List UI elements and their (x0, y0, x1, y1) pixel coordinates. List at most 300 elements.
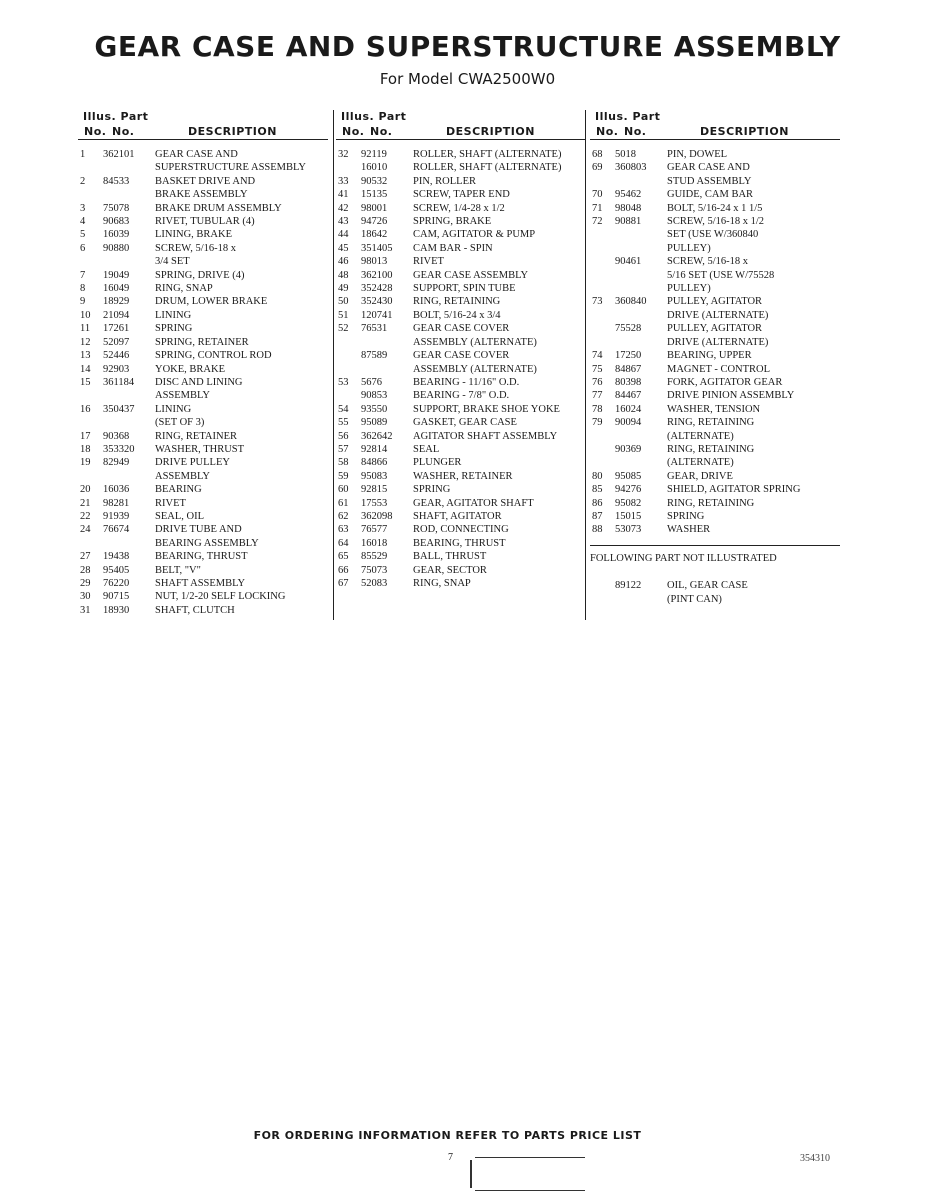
table-row (78, 430, 328, 443)
illus-number: 70 (592, 189, 603, 201)
table-row (78, 228, 328, 241)
part-description: YOKE, BRAKE (155, 363, 225, 375)
part-description: RING, SNAP (155, 283, 213, 295)
part-description: (ALTERNATE) (667, 430, 734, 442)
illus-label: Illus. (341, 110, 375, 123)
parts-column-2 (333, 110, 586, 620)
part-number: 95089 (361, 417, 388, 429)
illus-number: 43 (338, 216, 349, 228)
part-number: 84467 (615, 390, 642, 402)
part-description: DRIVE TUBE AND (155, 524, 242, 536)
part-description: GEAR, DRIVE (667, 470, 733, 482)
table-row (78, 550, 328, 563)
part-description: DISC AND LINING (155, 376, 243, 388)
part-description: SPRING, DRIVE (4) (155, 269, 245, 281)
no-label: No. (112, 125, 135, 138)
illus-number: 22 (80, 510, 91, 522)
part-number: 75073 (361, 564, 388, 576)
part-number: 16024 (615, 403, 642, 415)
scan-mark (470, 1160, 472, 1188)
part-description: SHAFT ASSEMBLY (155, 578, 246, 589)
part-description: GUIDE, CAM BAR (667, 189, 754, 201)
no-label: No. (596, 125, 619, 138)
part-description: SUPPORT, SPIN TUBE (413, 283, 516, 295)
illus-number: 46 (338, 256, 349, 268)
part-number: 19438 (103, 551, 130, 563)
part-description: DRIVE PINION ASSEMBLY (667, 390, 795, 402)
part-description: DRUM, LOWER BRAKE (155, 296, 268, 308)
part-number: 352428 (361, 283, 393, 295)
part-description: FORK, AGITATOR GEAR (667, 376, 783, 388)
part-description: WASHER, TENSION (667, 403, 761, 415)
illus-number: 44 (338, 229, 349, 241)
description-label: DESCRIPTION (446, 125, 535, 138)
part-number: 95085 (615, 470, 642, 482)
part-number: 93550 (361, 403, 388, 415)
part-description: WASHER (667, 524, 711, 536)
table-row (78, 443, 328, 456)
part-description: SPRING (667, 510, 705, 522)
table-row (78, 403, 328, 430)
ordering-info-footer: FOR ORDERING INFORMATION REFER TO PARTS PRICE LIST (253, 1129, 642, 1142)
illus-number: 30 (80, 591, 91, 603)
part-description: CAM BAR - SPIN (413, 242, 493, 254)
part-description: BEARING, THRUST (155, 551, 248, 563)
illus-number: 73 (592, 296, 603, 308)
part-description: DRIVE PULLEY (155, 457, 230, 469)
table-row (336, 322, 586, 349)
part-description: SPRING (155, 323, 193, 335)
part-description: PULLEY, AGITATOR (667, 323, 763, 335)
table-row (78, 523, 328, 550)
table-row (590, 523, 840, 536)
table-row (336, 242, 586, 255)
part-description: BEARING, UPPER (667, 350, 752, 362)
part-description: SPRING, CONTROL ROD (155, 350, 272, 362)
part-description: OIL, GEAR CASE (667, 580, 748, 592)
table-row (590, 161, 840, 188)
part-number: 17553 (361, 497, 388, 509)
parts-list (336, 148, 586, 590)
part-number: 95462 (615, 189, 642, 201)
illus-number: 74 (592, 350, 603, 362)
illus-number: 52 (338, 323, 349, 335)
illus-number: 2 (80, 175, 86, 187)
illus-number: 64 (338, 537, 349, 549)
part-number: 84867 (615, 363, 642, 375)
illus-number: 48 (338, 269, 349, 281)
illus-number: 71 (592, 202, 603, 214)
part-number: 52083 (361, 578, 388, 589)
table-row (336, 349, 586, 376)
column-header (590, 124, 840, 140)
part-description: BASKET DRIVE AND (155, 175, 256, 187)
part-number: 350437 (103, 403, 135, 415)
table-row (78, 309, 328, 322)
part-number: 98048 (615, 202, 642, 214)
illus-number: 7 (80, 269, 86, 281)
table-row (336, 510, 586, 523)
table-row (78, 483, 328, 496)
part-description: SCREW, 5/16-18 x 1/2 (667, 216, 765, 228)
parts-column-1 (78, 110, 328, 617)
column-header-top (590, 110, 840, 124)
part-number: 15015 (615, 510, 642, 522)
part-number: 98001 (361, 202, 388, 214)
part-description: RING, RETAINING (667, 497, 755, 509)
part-description: BELT, "V" (155, 564, 201, 576)
part-description: CAM, AGITATOR & PUMP (413, 229, 536, 241)
part-label: Part (632, 110, 661, 123)
illus-number: 9 (80, 296, 86, 308)
part-number: 80398 (615, 376, 642, 388)
part-description: (ALTERNATE) (667, 457, 734, 469)
illus-number: 80 (592, 470, 603, 482)
part-number: 75528 (615, 323, 642, 335)
table-row (78, 215, 328, 228)
part-description: ROLLER, SHAFT (ALTERNATE) (413, 162, 562, 174)
illus-number: 8 (80, 283, 86, 295)
page-number: 7 (448, 1152, 453, 1163)
part-description: ROLLER, SHAFT (ALTERNATE) (413, 149, 562, 160)
part-number: 53073 (615, 524, 642, 536)
illus-number: 75 (592, 363, 603, 375)
table-row (336, 550, 586, 563)
no-label: No. (342, 125, 365, 138)
table-row (590, 510, 840, 523)
table-row (590, 443, 840, 470)
part-description: RIVET (155, 497, 186, 509)
illus-number: 67 (338, 578, 349, 589)
part-number: 98013 (361, 256, 388, 268)
part-description: SUPPORT, BRAKE SHOE YOKE (413, 403, 560, 415)
part-number: 90461 (615, 256, 642, 268)
illus-number: 78 (592, 403, 603, 415)
illus-number: 20 (80, 484, 91, 496)
illus-number: 56 (338, 430, 349, 442)
table-row (78, 148, 328, 175)
illus-number: 49 (338, 283, 349, 295)
part-number: 16010 (361, 162, 388, 174)
part-description: BEARING ASSEMBLY (155, 537, 259, 549)
part-description: SEAL (413, 443, 440, 455)
table-row (590, 579, 840, 606)
table-row (78, 175, 328, 202)
column-header-top (78, 110, 328, 124)
part-description: RIVET (413, 256, 444, 268)
part-description: BRAKE ASSEMBLY (155, 189, 248, 201)
illus-number: 3 (80, 202, 86, 214)
table-row (78, 510, 328, 523)
part-description: SCREW, 1/4-28 x 1/2 (413, 202, 505, 214)
part-number: 90369 (615, 443, 642, 455)
illus-number: 24 (80, 524, 91, 536)
page-title: GEAR CASE AND SUPERSTRUCTURE ASSEMBLY (94, 30, 841, 63)
table-row (590, 376, 840, 389)
part-description: SCREW, TAPER END (413, 189, 510, 201)
table-row (78, 497, 328, 510)
part-number: 18930 (103, 604, 130, 616)
table-row (336, 148, 586, 161)
part-description: GEAR CASE AND (667, 162, 750, 174)
illus-number: 28 (80, 564, 91, 576)
part-description: GEAR CASE COVER (413, 323, 510, 335)
part-number: 84533 (103, 175, 130, 187)
illus-number: 41 (338, 189, 349, 201)
table-row (336, 215, 586, 228)
part-number: 90532 (361, 175, 388, 187)
part-description: BEARING, THRUST (413, 537, 506, 549)
part-description: GEAR, AGITATOR SHAFT (413, 497, 534, 509)
illus-number: 79 (592, 417, 603, 429)
part-number: 89122 (615, 580, 642, 592)
table-row (336, 282, 586, 295)
table-row (336, 483, 586, 496)
illus-number: 4 (80, 216, 86, 228)
part-number: 5676 (361, 376, 382, 388)
part-description: SPRING (413, 484, 451, 496)
part-description: ASSEMBLY (ALTERNATE) (413, 363, 537, 375)
part-description: SHIELD, AGITATOR SPRING (667, 484, 801, 496)
part-number: 76220 (103, 578, 130, 589)
part-description: SPRING, RETAINER (155, 336, 249, 348)
illus-number: 86 (592, 497, 603, 509)
table-row (590, 255, 840, 295)
part-description: LINING, BRAKE (155, 229, 232, 241)
table-row (590, 148, 840, 161)
part-number: 362098 (361, 510, 393, 522)
table-row (336, 255, 586, 268)
part-description: SPRING, BRAKE (413, 216, 492, 228)
model-subtitle: For Model CWA2500W0 (379, 70, 556, 88)
part-description: SHAFT, CLUTCH (155, 604, 235, 616)
part-number: 92814 (361, 443, 388, 455)
table-row (336, 202, 586, 215)
parts-list (78, 148, 328, 617)
part-description: PIN, ROLLER (413, 175, 476, 187)
part-description: ASSEMBLY (ALTERNATE) (413, 336, 537, 348)
table-row (78, 322, 328, 335)
part-description: GEAR CASE AND (155, 149, 238, 160)
part-number: 94276 (615, 484, 642, 496)
part-number: 52446 (103, 350, 130, 362)
part-number: 98281 (103, 497, 130, 509)
description-label: DESCRIPTION (700, 125, 789, 138)
part-description: ROD, CONNECTING (413, 524, 509, 536)
illus-label: Illus. (83, 110, 117, 123)
parts-column-3 (585, 110, 840, 620)
column-header (336, 124, 586, 140)
illus-number: 76 (592, 376, 603, 388)
table-row (590, 416, 840, 443)
part-description: PULLEY) (667, 283, 711, 295)
part-description: 5/16 SET (USE W/75528 (667, 269, 775, 281)
part-description: RING, RETAINER (155, 430, 237, 442)
part-number: 84866 (361, 457, 388, 469)
illus-number: 72 (592, 216, 603, 228)
part-description: RING, SNAP (413, 578, 471, 589)
part-description: (PINT CAN) (667, 593, 722, 605)
part-description: GEAR, SECTOR (413, 564, 487, 576)
table-row (590, 188, 840, 201)
part-number: 90368 (103, 430, 130, 442)
table-row (336, 309, 586, 322)
part-number: 16036 (103, 484, 130, 496)
table-row (78, 349, 328, 362)
illus-number: 63 (338, 524, 349, 536)
illus-number: 77 (592, 390, 603, 402)
illus-number: 31 (80, 604, 91, 616)
part-number: 87589 (361, 350, 388, 362)
part-description: BEARING - 7/8" O.D. (413, 390, 510, 402)
table-row (336, 161, 586, 174)
illus-number: 5 (80, 229, 86, 241)
part-number: 16049 (103, 283, 130, 295)
table-row (78, 242, 328, 269)
no-label: No. (624, 125, 647, 138)
part-description: GASKET, GEAR CASE (413, 417, 517, 429)
table-row (590, 363, 840, 376)
illus-number: 60 (338, 484, 349, 496)
part-description: DRIVE (ALTERNATE) (667, 336, 769, 348)
part-number: 95083 (361, 470, 388, 482)
part-description: LINING (155, 403, 192, 415)
illus-label: Illus. (595, 110, 629, 123)
table-row (78, 604, 328, 617)
illus-number: 45 (338, 242, 349, 254)
part-description: DRIVE (ALTERNATE) (667, 309, 769, 321)
table-row (590, 215, 840, 255)
table-row (336, 416, 586, 429)
table-row (336, 577, 586, 590)
part-number: 360840 (615, 296, 647, 308)
table-row (336, 295, 586, 308)
illus-number: 12 (80, 336, 91, 348)
part-description: BEARING (155, 484, 202, 496)
illus-number: 58 (338, 457, 349, 469)
illus-number: 17 (80, 430, 91, 442)
table-row (590, 202, 840, 215)
illus-number: 11 (80, 323, 91, 335)
part-description: MAGNET - CONTROL (667, 363, 771, 375)
part-description: PULLEY) (667, 242, 711, 254)
part-number: 352430 (361, 296, 393, 308)
part-number: 90683 (103, 216, 130, 228)
table-row (590, 389, 840, 402)
illus-number: 18 (80, 443, 91, 455)
illus-number: 55 (338, 417, 349, 429)
table-row (78, 282, 328, 295)
part-description: SCREW, 5/16-18 x (155, 242, 236, 254)
part-description: SHAFT, AGITATOR (413, 510, 502, 522)
part-number: 91939 (103, 510, 130, 522)
table-row (336, 497, 586, 510)
illus-number: 15 (80, 376, 91, 388)
illus-number: 29 (80, 578, 91, 589)
part-number: 361184 (103, 376, 135, 388)
illus-number: 21 (80, 497, 91, 509)
part-number: 17250 (615, 350, 642, 362)
part-number: 18929 (103, 296, 130, 308)
table-row (336, 269, 586, 282)
description-label: DESCRIPTION (188, 125, 277, 138)
part-number: 94726 (361, 216, 388, 228)
part-number: 353320 (103, 443, 135, 455)
part-number: 90881 (615, 216, 642, 228)
table-row (78, 376, 328, 403)
part-number: 21094 (103, 309, 130, 321)
table-row (78, 202, 328, 215)
illus-number: 51 (338, 309, 349, 321)
illus-number: 1 (80, 149, 86, 160)
part-description: ASSEMBLY (155, 390, 210, 402)
table-row (78, 295, 328, 308)
part-description: (SET OF 3) (155, 417, 205, 429)
illus-number: 54 (338, 403, 349, 415)
part-description: WASHER, RETAINER (413, 470, 513, 482)
part-number: 82949 (103, 457, 130, 469)
part-description: SEAL, OIL (155, 510, 204, 522)
part-label: Part (378, 110, 407, 123)
part-number: 19049 (103, 269, 130, 281)
part-number: 351405 (361, 242, 393, 254)
table-row (336, 430, 586, 443)
part-number: 15135 (361, 189, 388, 201)
part-description: BRAKE DRUM ASSEMBLY (155, 202, 282, 214)
part-number: 120741 (361, 309, 393, 321)
part-number: 90880 (103, 242, 130, 254)
part-number: 362101 (103, 149, 135, 160)
table-row (336, 443, 586, 456)
part-description: NUT, 1/2-20 SELF LOCKING (155, 591, 286, 603)
part-number: 17261 (103, 323, 130, 335)
illus-number: 33 (338, 175, 349, 187)
table-row (78, 269, 328, 282)
part-number: 95405 (103, 564, 130, 576)
table-row (336, 175, 586, 188)
part-number: 16039 (103, 229, 130, 241)
part-number: 75078 (103, 202, 130, 214)
part-number: 16018 (361, 537, 388, 549)
illus-number: 16 (80, 403, 91, 415)
part-number: 95082 (615, 497, 642, 509)
table-row (78, 564, 328, 577)
part-description: BOLT, 5/16-24 x 1 1/5 (667, 202, 763, 214)
table-row (336, 564, 586, 577)
illus-number: 69 (592, 162, 603, 174)
column-header (78, 124, 328, 140)
table-row (336, 523, 586, 536)
part-number: 76674 (103, 524, 130, 536)
table-row (78, 336, 328, 349)
illus-number: 32 (338, 149, 349, 160)
part-description: ASSEMBLY (155, 470, 210, 482)
part-description: WASHER, THRUST (155, 443, 245, 455)
part-number: 90853 (361, 390, 388, 402)
table-row (590, 295, 840, 322)
part-number: 90094 (615, 417, 642, 429)
table-row (590, 349, 840, 362)
table-row (336, 456, 586, 469)
illus-number: 65 (338, 551, 349, 563)
part-number: 92815 (361, 484, 388, 496)
illus-number: 61 (338, 497, 349, 509)
part-number: 5018 (615, 149, 636, 160)
table-row (336, 188, 586, 201)
not-illustrated-note: FOLLOWING PART NOT ILLUSTRATED (590, 552, 777, 564)
illus-number: 27 (80, 551, 91, 563)
part-description: STUD ASSEMBLY (667, 175, 752, 187)
